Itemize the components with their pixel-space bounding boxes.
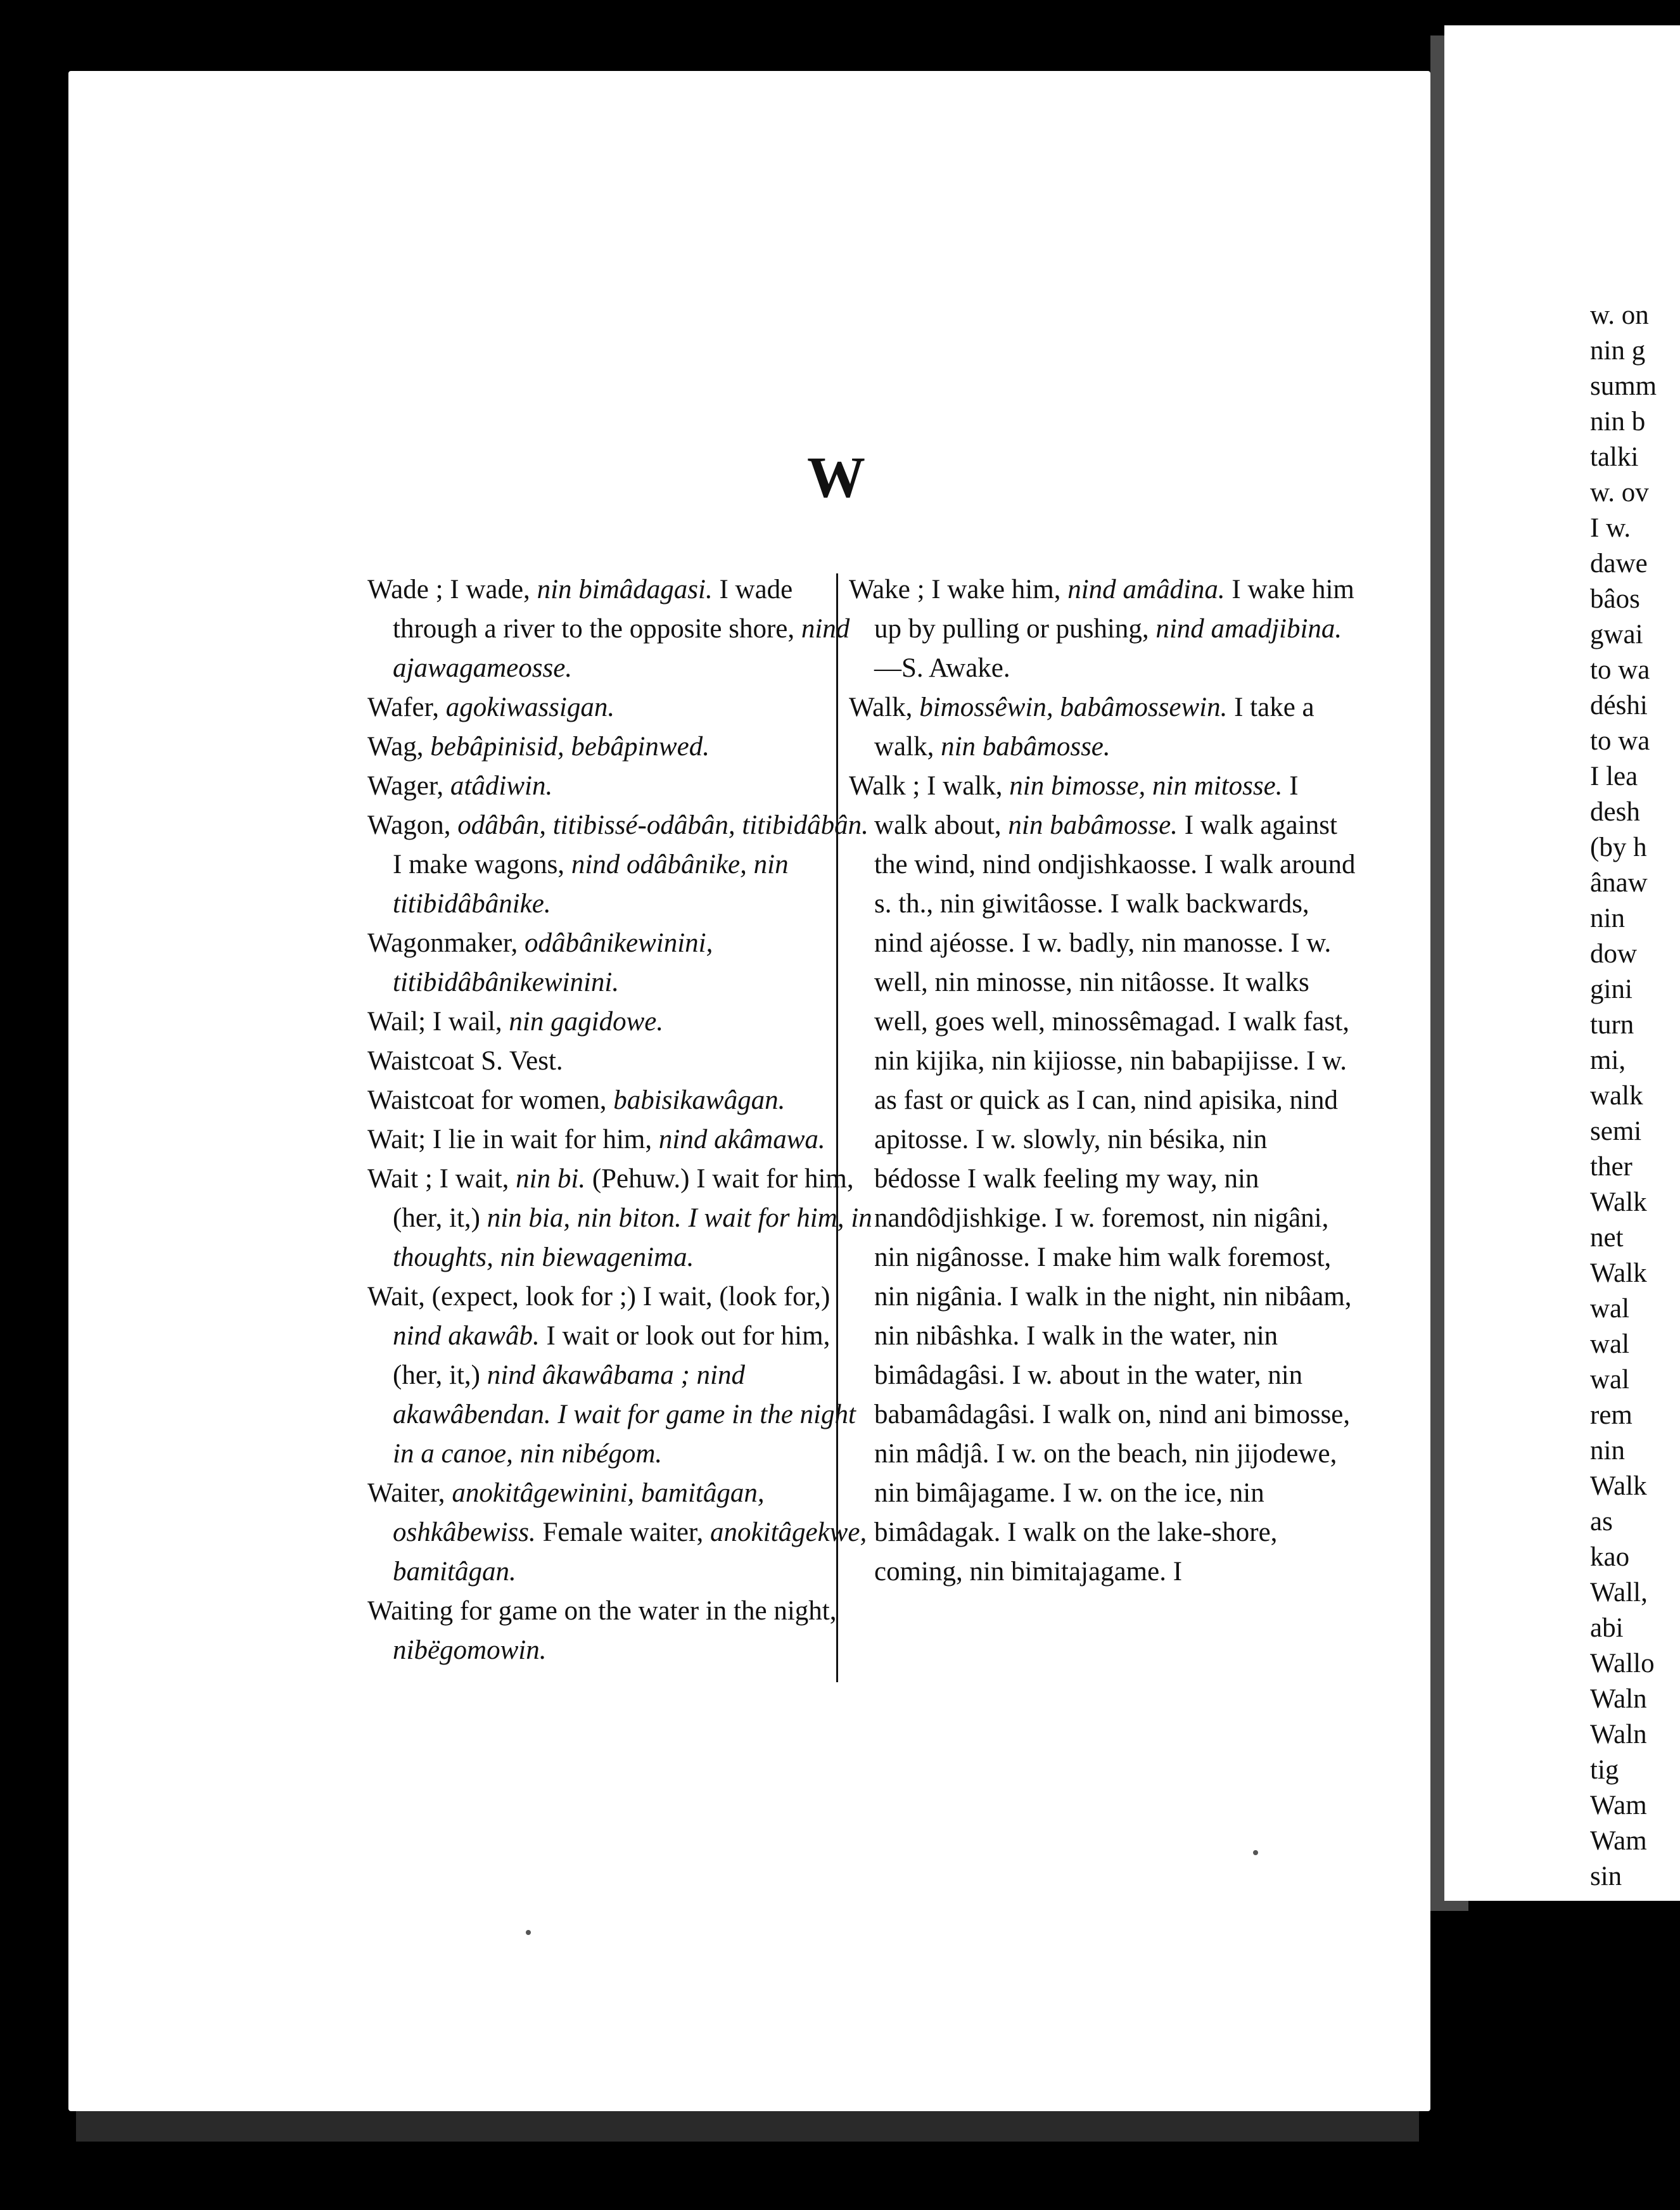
- entry-ital2: nind ajawagameosse.: [393, 614, 850, 683]
- entry-head: Wake ; I wake him,: [849, 575, 1068, 604]
- fragment-line: wal: [1590, 1329, 1630, 1359]
- fragment-line: bâos: [1590, 584, 1640, 614]
- dictionary-entry: [367, 1042, 874, 1081]
- fragment-line: ânaw: [1590, 868, 1648, 898]
- entry-head: Wagonmaker,: [367, 928, 525, 958]
- left-column: [367, 570, 874, 1670]
- fragment-line: tig: [1590, 1755, 1619, 1785]
- entry-head: Wait ; I wait,: [367, 1164, 516, 1194]
- fragment-line: abi: [1590, 1613, 1624, 1643]
- fragment-line: w. ov: [1590, 478, 1649, 508]
- entry-ital2: nin babâmosse.: [941, 732, 1110, 762]
- entry-ital: bimossêwin, babâmossewin.: [919, 693, 1228, 722]
- fragment-line: talki: [1590, 442, 1639, 472]
- entry-head: Walk ; I walk,: [849, 771, 1010, 801]
- entry-head: Wait; I lie in wait for him,: [367, 1125, 659, 1154]
- fragment-line: summ: [1590, 371, 1657, 401]
- entry-rest: I wade through a river to the opposite shore,: [393, 575, 801, 644]
- dictionary-entry: [367, 688, 874, 727]
- dictionary-entry: [367, 1081, 874, 1120]
- entry-ital: bebâpinisid, bebâpinwed.: [430, 732, 710, 762]
- dictionary-entry: [367, 924, 874, 1002]
- dictionary-entry: [367, 1120, 874, 1159]
- fragment-line: to wa: [1590, 726, 1650, 756]
- fragment-line: sin: [1590, 1862, 1622, 1891]
- dictionary-entry: [367, 1474, 874, 1592]
- entry-head: Wade ; I wade,: [367, 575, 537, 604]
- entry-head: Wail; I wail,: [367, 1007, 509, 1037]
- entry-head: Wag,: [367, 732, 431, 762]
- entry-head: Waiter,: [367, 1478, 452, 1508]
- entry-head: Wagon,: [367, 810, 458, 840]
- entry-ital: odâbân, titibissé-odâbân, titibidâbân.: [457, 810, 869, 840]
- dictionary-entry: [367, 1277, 874, 1474]
- fragment-line: nin: [1590, 904, 1625, 933]
- entry-tail: —S. Awake.: [874, 653, 1010, 683]
- entry-head: Wafer,: [367, 693, 446, 722]
- entry-head: Wait, (expect, look for ;) I wait, (look for,): [367, 1282, 830, 1312]
- fragment-line: nin g: [1590, 336, 1646, 366]
- fragment-line: semi: [1590, 1116, 1642, 1146]
- entry-head: Wager,: [367, 771, 450, 801]
- fragment-line: Wall,: [1590, 1578, 1648, 1607]
- dictionary-entry: [367, 767, 874, 806]
- dictionary-entry: [367, 806, 874, 924]
- fragment-line: net: [1590, 1223, 1624, 1253]
- fragment-line: ther: [1590, 1152, 1632, 1182]
- fragment-line: Waln: [1590, 1684, 1647, 1714]
- fragment-line: walk: [1590, 1081, 1643, 1111]
- fragment-line: Waln: [1590, 1720, 1647, 1749]
- fragment-line: turn: [1590, 1010, 1634, 1040]
- next-page-fragments: [1590, 298, 1680, 1894]
- fragment-line: rem: [1590, 1400, 1632, 1430]
- entry-rest: (Pehuw.) I wait for him, (her, it,): [393, 1164, 854, 1233]
- entry-head: Waiting for game on the water in the night,: [367, 1596, 837, 1626]
- entry-ital: odâbânikewinini, titibidâbânikewinini.: [393, 928, 713, 997]
- fragment-line: kao: [1590, 1542, 1630, 1572]
- entry-head: Waistcoat S. Vest.: [367, 1046, 563, 1076]
- fragment-line: wal: [1590, 1365, 1630, 1395]
- fragment-line: w. on: [1590, 300, 1649, 330]
- entry-rest: I make wagons,: [393, 850, 571, 879]
- entry-ital2: anokitâgekwe, bamitâgan.: [393, 1517, 867, 1587]
- fragment-line: nin: [1590, 1436, 1625, 1466]
- entry-ital: nind amâdina.: [1067, 575, 1225, 604]
- fragment-line: gwai: [1590, 620, 1643, 649]
- dictionary-entry: [367, 1592, 874, 1670]
- fragment-line: (by h: [1590, 833, 1647, 862]
- entry-rest: I wake him up by pulling or pushing,: [874, 575, 1354, 644]
- entry-tail: I walk against the wind, nind ondjishkaosse. I walk around s. th., nin giwitâosse. I walk backwards, nind ajéosse. I w. badly, nin manosse. I w. well, nin minosse, nin nitâosse. It walks well, goes well, minossêmagad. I walk fast, nin kijika, nin kijiosse, nin babapijisse. I w. as fast or quick as I can, nind apisika, nind apitosse. I w. slowly, nin bésika, nin bédosse I walk feeling my way, nin nandôdjishkige. I w. foremost, nin nigâni, nin nigânosse. I make him walk foremost, nin nigânia. I walk in the night, nin nibâam, nin nibâshka. I walk in the water, nin bimâdagâsi. I w. about in the water, nin babamâdagâsi. I walk on, nind ani bimosse, nin mâdjâ. I w. on the beach, nin jijodewe, nin bimâjagame. I w. on the ice, nin bimâdagak. I walk on the lake-shore, coming, nin bimitajagame. I: [874, 810, 1356, 1587]
- fragment-line: wal: [1590, 1294, 1630, 1324]
- entry-ital: nind akawâb.: [393, 1321, 540, 1351]
- entry-ital: nin gagidowe.: [509, 1007, 664, 1037]
- entry-ital: nin bimosse, nin mitosse.: [1009, 771, 1283, 801]
- dictionary-entry: [367, 570, 874, 688]
- entry-ital: nibëgomowin.: [393, 1635, 547, 1665]
- fragment-line: Wallo: [1590, 1649, 1655, 1678]
- fragment-line: to wa: [1590, 655, 1650, 685]
- section-letter: W: [807, 445, 865, 509]
- fragment-line: mi,: [1590, 1045, 1626, 1075]
- entry-ital2: nind amadjibina.: [1155, 614, 1342, 644]
- entry-ital2: nin bia, nin biton. I wait for him, in thoughts, nin biewagenima.: [393, 1203, 872, 1272]
- dictionary-entry: [849, 688, 1356, 767]
- fragment-line: déshi: [1590, 691, 1648, 720]
- dictionary-entry: [367, 727, 874, 767]
- fragment-line: Wam: [1590, 1826, 1647, 1856]
- entry-ital2: nin babâmosse.: [1008, 810, 1178, 840]
- fragment-line: Wam: [1590, 1791, 1647, 1820]
- entry-ital2: nind odâbânike, nin titibidâbânike.: [393, 850, 789, 919]
- dictionary-entry: [849, 767, 1356, 1592]
- entry-ital2: nind âkawâbama ; nind akawâbendan. I wait for game in the night in a canoe, nin nibégom.: [393, 1360, 856, 1469]
- entry-ital: babisikawâgan.: [613, 1085, 786, 1115]
- fragment-line: dawe: [1590, 549, 1648, 578]
- entry-rest: I wait or look out for him, (her, it,): [393, 1321, 830, 1390]
- speck: [1253, 1850, 1258, 1855]
- entry-head: Waistcoat for women,: [367, 1085, 614, 1115]
- entry-ital: agokiwassigan.: [445, 693, 615, 722]
- fragment-line: desh: [1590, 797, 1640, 827]
- fragment-line: Walk: [1590, 1187, 1647, 1217]
- dictionary-entry: [849, 570, 1356, 688]
- fragment-line: dow: [1590, 939, 1638, 969]
- speck: [526, 1930, 531, 1935]
- dictionary-entry: [367, 1002, 874, 1042]
- entry-ital: nin bi.: [516, 1164, 586, 1194]
- fragment-line: gini: [1590, 974, 1632, 1004]
- entry-head: Walk,: [849, 693, 920, 722]
- entry-ital: atâdiwin.: [450, 771, 553, 801]
- dictionary-entry: [367, 1159, 874, 1277]
- entry-ital: anokitâgewinini, bamitâgan, oshkâbewiss.: [393, 1478, 765, 1547]
- right-column: [849, 570, 1356, 1592]
- entry-rest: I walk about,: [874, 771, 1299, 840]
- fragment-line: nin b: [1590, 407, 1646, 437]
- entry-rest: I take a walk,: [874, 693, 1314, 762]
- fragment-line: Walk: [1590, 1258, 1647, 1288]
- fragment-line: I lea: [1590, 762, 1638, 791]
- entry-ital: nind akâmawa.: [658, 1125, 825, 1154]
- fragment-line: Walk: [1590, 1471, 1647, 1501]
- entry-rest: Female waiter,: [535, 1517, 711, 1547]
- fragment-line: as: [1590, 1507, 1613, 1536]
- entry-ital: nin bimâdagasi.: [537, 575, 713, 604]
- fragment-line: I w.: [1590, 513, 1631, 543]
